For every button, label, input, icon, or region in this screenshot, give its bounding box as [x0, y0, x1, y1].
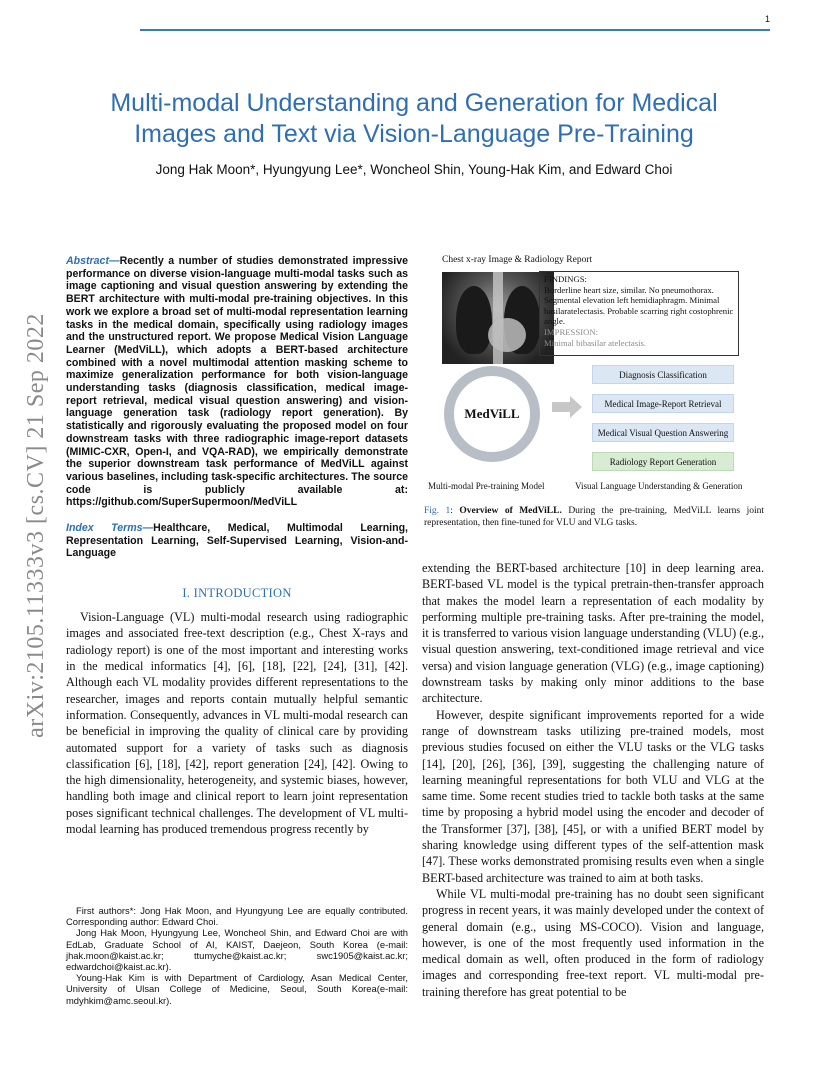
- index-terms-lead: Index Terms—: [66, 522, 154, 535]
- intro-paragraph-1: Vision-Language (VL) multi-modal research using radiographic images and associated free-text description (e.g., Chest X-rays and radiology report) is one of the most important and interesting works in the medical informatics [4], [6], [18], [22], [24], [31], [42]. Although each VL modality provides different representations to the researcher, images and reports contain mutually helpful semantic information. Consequently, advances in VL multi-modal research can be beneficial in improving the quality of clinical care by providing automated support for a variety of tasks such as diagnosis classification [6], [18], [42], report generation [24], [42]. Owing to the high dimensionality, heterogeneity, and systemic biases, however, handling both image and clinical report to learn joint representation poses significant technical challenges. The development of VL multi-modal learning has produced tremendous progress recently by: [66, 610, 408, 837]
- abstract-lead: Abstract—: [66, 255, 120, 267]
- caption-bold: Overview of MedViLL.: [459, 506, 562, 516]
- right-column: [422, 560, 764, 1000]
- footnote-3: Young-Hak Kim is with Department of Cardiology, Asan Medical Center, University of Ulsan College of Medicine, Seoul, South Korea(e-mail: mdyhkim@amc.seoul.kr).: [66, 972, 408, 1006]
- caption-text: During the pre-training, MedViLL learns joint representation, then fine-tuned for VLU and VLG tasks.: [424, 506, 764, 528]
- footnotes: [66, 905, 408, 1006]
- index-terms-text: Healthcare, Medical, Multimodal Learning, Representation Learning, Self-Supervised Learning, Vision-and-Language: [66, 522, 408, 560]
- title-line-2: Images and Text via Vision-Language Pre-Training: [134, 120, 694, 148]
- intro-paragraph-1-continued: extending the BERT-based architecture [10] in deep learning area. BERT-based VL model is the typical pretrain-then-transfer approach that makes the model learn a representation of each modality by performing multiple pre-training tasks. After pre-training the model, it is transferred to various vision language understanding (VLU) (e.g., visual question answering, text-conditioned image retrieval and vice versa) and vision language generation (VLG) (e.g., image captioning) downstream tasks by making only minor additions to the base architecture.: [422, 561, 764, 706]
- figure-header: Chest x-ray Image & Radiology Report: [442, 255, 593, 265]
- intro-paragraph-2: However, despite significant improvements reported for a wide range of downstream tasks utilizing pre-trained models, most previous studies focused on either the VLU tasks or the VLG tasks [14], [20], [26], [36], [39], suggesting the challenging nature of learning meaningful representations for both VLU and VLG at the same time. Some recent studies tried to tackle both tasks at the same time by proposing a hybrid model using the encoder and decoder of the Transformer [37], [38], [45], or with a unified BERT model by sharing knowledge using different types of the self-attention mask [47]. These works demonstrated promising results even when a single BERT-based architecture was trained to aim at both tasks.: [422, 707, 764, 885]
- abstract-text: Recently a number of studies demonstrated impressive performance on diverse vision-language multi-modal tasks such as image captioning and visual question answering by extending the BERT architecture with multi-modal pre-training objectives. In this work we explore a broad set of multi-modal representation learning tasks in the medical domain, specifically using radiology images and the unstructured report. We propose Medical Vision Language Learner (MedViLL), which adopts a BERT-based architecture combined with a novel multimodal attention masking scheme to maximize generalization performance for both vision-language understanding tasks (diagnosis classification, medical image-report retrieval, medical visual question answering) and vision-language generation task (radiology report generation). By statistically and rigorously evaluating the proposed model on four downstream tasks with three radiographic image-report datasets (MIMIC-CXR, Open-I, and VQA-RAD), we empirically demonstrate the superior downstream task performance of MedViLL against various baselines, including task-specific architectures. The source code is publicly available at: https://github.com/SuperSupermoon/MedViLL: [66, 255, 408, 509]
- page-number: 1: [764, 14, 770, 24]
- arxiv-stamp: [16, 287, 56, 763]
- paper-title: [60, 88, 768, 150]
- figure-label-pretraining: Multi-modal Pre-training Model: [428, 481, 545, 491]
- task-report-generation: Radiology Report Generation: [592, 452, 734, 471]
- caption-label: Fig. 1: [424, 506, 451, 516]
- medvill-model-ring: [444, 366, 540, 462]
- figure-caption: Fig. 1: Overview of MedViLL. During the pre-training, MedViLL learns joint representation, then fine-tuned for VLU and VLG tasks.: [424, 506, 764, 528]
- xray-heart: [488, 318, 526, 352]
- task-visual-question-answering: Medical Visual Question Answering: [592, 423, 734, 442]
- footnote-2: Jong Hak Moon, Hyungyung Lee, Woncheol Shin, and Edward Choi are with EdLab, Graduate School of AI, KAIST, Daejeon, South Korea (e-mail: jhak.moon@kaist.ac.kr; ttumyche@kaist.ac.kr; swc1905@kaist.ac.kr; edwardchoi@kaist.ac.kr).: [66, 927, 408, 973]
- arxiv-id: arXiv:2105.11333v3 [cs.CV] 21 Sep 2022: [22, 312, 49, 738]
- author-list: Jong Hak Moon*, Hyungyung Lee*, Woncheol Shin, Young-Hak Kim, and Edward Choi: [155, 162, 673, 177]
- task-image-report-retrieval: Medical Image-Report Retrieval: [592, 394, 734, 413]
- figure-1: [422, 255, 764, 545]
- chest-xray-image: [442, 272, 554, 364]
- abstract: [66, 255, 408, 509]
- intro-paragraph-3: While VL multi-modal pre-training has no doubt seen significant progress in recent years, it was mainly developed under the context of general domain (e.g., using MS-COCO). Vision and language, however, is one of the most frequently used information in the medical domain as well, often produced in the form of radiology images and corresponding free-text report. VL multi-modal pre-training therefore has great potential to be: [422, 886, 764, 999]
- section-heading-introduction: I. INTRODUCTION: [182, 586, 292, 601]
- title-line-1: Multi-modal Understanding and Generation for Medical: [110, 89, 718, 117]
- findings-label: FINDINGS:: [544, 274, 587, 284]
- figure-label-understanding-generation: Visual Language Understanding & Generation: [575, 481, 743, 491]
- header-rule: [140, 29, 770, 31]
- impression-text: Minimal bibasilar atelectasis.: [544, 337, 647, 348]
- radiology-report-box: [539, 271, 739, 356]
- model-name: MedViLL: [464, 406, 520, 421]
- footnote-1: First authors*: Jong Hak Moon, and Hyungyung Lee are equally contributed. Corresponding author: Edward Choi.: [66, 905, 408, 928]
- left-column: [66, 255, 408, 837]
- xray-left-lung: [456, 286, 492, 354]
- index-terms: [66, 522, 408, 560]
- impression-label: IMPRESSION:: [544, 326, 599, 337]
- findings-text: Borderline heart size, similar. No pneumothorax. Segmental elevation left hemidiaphragm. Minimal basilaratelectasis. Probable scarring right costophrenic angle.: [544, 284, 734, 327]
- task-diagnosis-classification: Diagnosis Classification: [592, 365, 734, 384]
- arrow-icon: [552, 395, 582, 419]
